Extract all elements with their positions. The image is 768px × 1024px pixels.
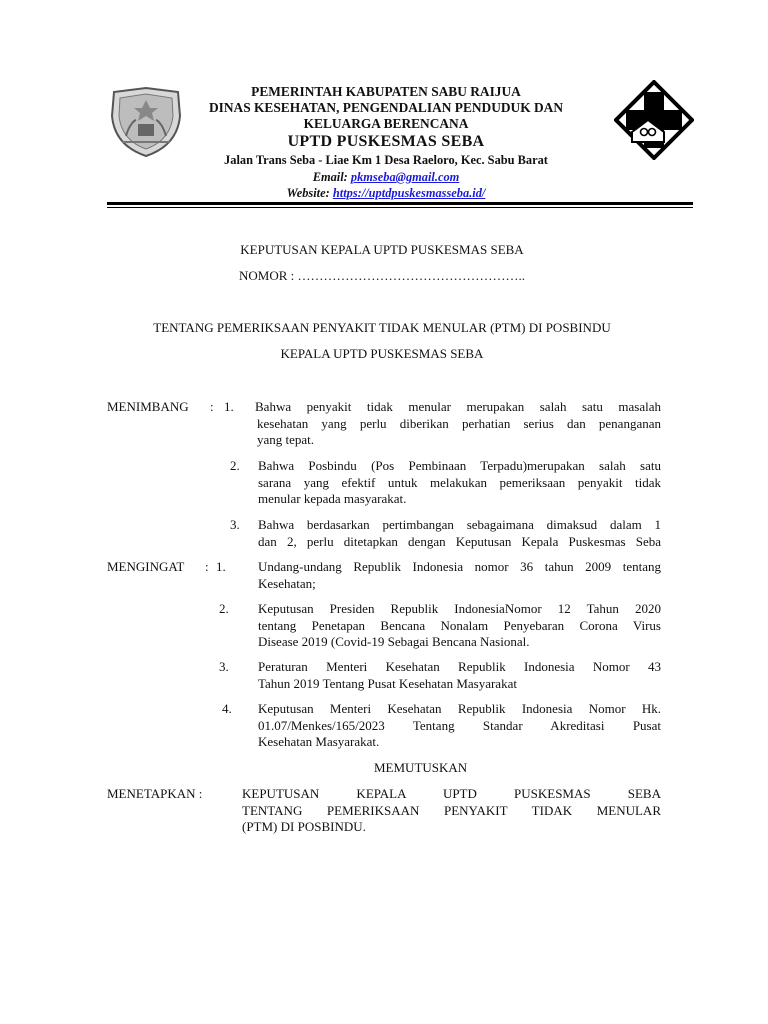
menetapkan-label: MENETAPKAN : xyxy=(107,786,203,801)
mengingat-label: MENGINGAT xyxy=(107,559,185,574)
memutuskan-heading: MEMUTUSKAN xyxy=(374,760,468,775)
menetapkan-line-3: (PTM) DI POSBINDU. xyxy=(242,819,366,835)
letterhead xyxy=(186,84,586,201)
mengingat-item-4-line-1: Keputusan Menteri Kesehatan Republik Indonesia Nomor Hk. xyxy=(258,701,661,716)
mengingat-item-3-line-1: Peraturan Menteri Kesehatan Republik Indonesia Nomor 43 xyxy=(258,659,661,674)
menimbang-item-2-line-2: sarana yang efektif untuk melakukan pemeriksaan penyakit tidak xyxy=(258,474,661,490)
menetapkan-line-2: TENTANG PEMERIKSAAN PENYAKIT TIDAK MENULAR xyxy=(242,802,661,818)
mengingat-item-1-line-2: Kesehatan; xyxy=(258,575,316,591)
website-line xyxy=(186,185,586,201)
decree-subject: TENTANG PEMERIKSAAN PENYAKIT TIDAK MENULAR (PTM) DI POSBINDU xyxy=(153,320,611,335)
menimbang-item-3-number: 3. xyxy=(230,517,240,532)
mengingat-item-1-line-1: Undang-undang Republik Indonesia nomor 36 tahun 2009 tentang xyxy=(258,559,661,574)
website-label: Website: xyxy=(286,186,333,200)
menetapkan-line-1: KEPUTUSAN KEPALA UPTD PUSKESMAS SEBA xyxy=(242,786,661,801)
mengingat-item-3-number: 3. xyxy=(219,659,229,674)
menimbang-item-3-line-2: dan 2, perlu ditetapkan dengan Keputusan Kepala Puskesmas Seba xyxy=(258,533,661,549)
mengingat-colon: : xyxy=(205,559,209,574)
email-label: Email: xyxy=(312,170,351,184)
menimbang-colon: : xyxy=(210,399,214,414)
menimbang-item-2-number: 2. xyxy=(230,458,240,473)
menimbang-item-2-line-1: Bahwa Posbindu (Pos Pembinaan Terpadu)merupakan salah satu xyxy=(258,458,661,473)
mengingat-item-1 xyxy=(258,559,661,592)
menimbang-item-3 xyxy=(258,517,661,550)
menimbang-item-2-line-3: menular kepada masyarakat. xyxy=(258,491,407,507)
puskesmas-logo xyxy=(614,80,694,160)
menimbang-item-1-line-2: kesehatan yang perlu diberikan perhatian serius dan penanganan xyxy=(257,415,661,431)
mengingat-item-1-number: 1. xyxy=(216,559,226,574)
agency-name: DINAS KESEHATAN, PENGENDALIAN PENDUDUK DAN xyxy=(208,100,563,115)
decree-authority: KEPALA UPTD PUSKESMAS SEBA xyxy=(280,346,484,361)
mengingat-item-2 xyxy=(258,601,661,651)
agency-name-continued: KELUARGA BERENCANA xyxy=(303,116,469,131)
menimbang-label: MENIMBANG xyxy=(107,399,189,414)
menimbang-item-3-line-1: Bahwa berdasarkan pertimbangan sebagaimana dimaksud dalam 1 xyxy=(258,517,661,532)
email-line xyxy=(186,169,586,185)
letterhead-divider xyxy=(107,202,693,205)
menimbang-item-1-line-3: yang tepat. xyxy=(257,432,315,448)
address: Jalan Trans Seba - Liae Km 1 Desa Raeloro, Kec. Sabu Barat xyxy=(224,153,548,167)
mengingat-item-3-line-2: Tahun 2019 Tentang Pusat Kesehatan Masyarakat xyxy=(258,675,517,691)
menimbang-item-1-number: 1. xyxy=(224,399,234,414)
website-link[interactable]: https://uptdpuskesmasseba.id/ xyxy=(332,186,486,200)
letterhead-divider-thin xyxy=(107,207,693,208)
mengingat-item-2-line-1: Keputusan Presiden Republik IndonesiaNomor 12 Tahun 2020 xyxy=(258,601,661,616)
mengingat-item-2-line-2: tentang Penetapan Bencana Nonalam Penyebaran Corona Virus xyxy=(258,617,661,633)
mengingat-item-4 xyxy=(258,701,661,751)
decree-title: KEPUTUSAN KEPALA UPTD PUSKESMAS SEBA xyxy=(240,242,524,257)
mengingat-item-2-number: 2. xyxy=(219,601,229,616)
institution-title: UPTD PUSKESMAS SEBA xyxy=(287,133,485,150)
mengingat-item-3 xyxy=(258,659,661,692)
menimbang-item-2 xyxy=(258,458,661,508)
email-link[interactable]: pkmseba@gmail.com xyxy=(350,170,460,184)
regency-emblem-logo xyxy=(106,86,186,158)
mengingat-item-2-line-3: Disease 2019 (Covid-19 Sebagai Bencana Nasional. xyxy=(258,634,530,650)
mengingat-item-4-line-2: 01.07/Menkes/165/2023 Tentang Standar Akreditasi Pusat xyxy=(258,717,661,733)
mengingat-item-4-number: 4. xyxy=(222,701,232,716)
decree-number: NOMOR : …………………………………………….. xyxy=(238,268,525,283)
menimbang-item-1 xyxy=(255,399,661,449)
menetapkan-content xyxy=(242,786,661,836)
government-name: PEMERINTAH KABUPATEN SABU RAIJUA xyxy=(251,84,521,99)
mengingat-item-4-line-3: Kesehatan Masyarakat. xyxy=(258,734,380,750)
menimbang-item-1-line-1: Bahwa penyakit tidak menular merupakan salah satu masalah xyxy=(255,399,661,414)
